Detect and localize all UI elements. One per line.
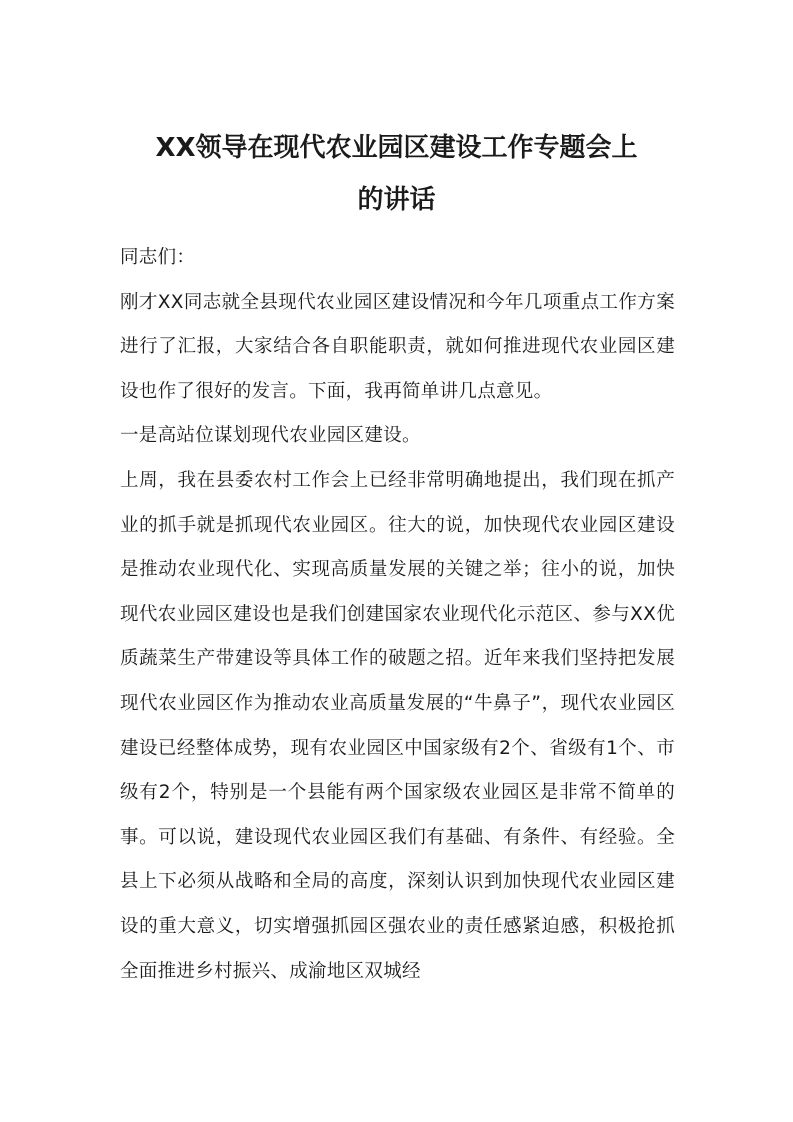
salutation: 同志们： xyxy=(120,247,196,268)
document-body xyxy=(120,236,675,994)
title-line-2: 的讲话 xyxy=(357,185,436,215)
document-title xyxy=(100,122,693,226)
section-heading: 一是高站位谋划现代农业园区建设。 xyxy=(120,425,421,447)
paragraph-intro: 刚才XX同志就全县现代农业园区建设情况和今年几项重点工作方案进行了汇报，大家结合各自职能职责，就如何推进现代农业园区建设也作了很好的发言。下面，我再简单讲几点意见。 xyxy=(120,291,675,402)
paragraph-body: 上周，我在县委农村工作会上已经非常明确地提出，我们现在抓产业的抓手就是抓现代农业园区。往大的说，加快现代农业园区建设是推动农业现代化、实现高质量发展的关键之举；往小的说，加快现代农业园区建设也是我们创建国家农业现代化示范区、参与XX优质蔬菜生产带建设等具体工作的破题之招。近年来我们坚持把发展现代农业园区作为推动农业高质量发展的“牛鼻子”，现代农业园区建设已经整体成势，现有农业园区中国家级有2个、省级有1个、市级有2个，特别是一个县能有两个国家级农业园区是非常不简单的事。可以说，建设现代农业园区我们有基础、有条件、有经验。全县上下必须从战略和全局的高度，深刻认识到加快现代农业园区建设的重大意义，切实增强抓园区强农业的责任感紧迫感，积极抢抓全面推进乡村振兴、成渝地区双城经 xyxy=(120,469,675,982)
title-line-1: XX领导在现代农业园区建设工作专题会上 xyxy=(155,133,638,163)
